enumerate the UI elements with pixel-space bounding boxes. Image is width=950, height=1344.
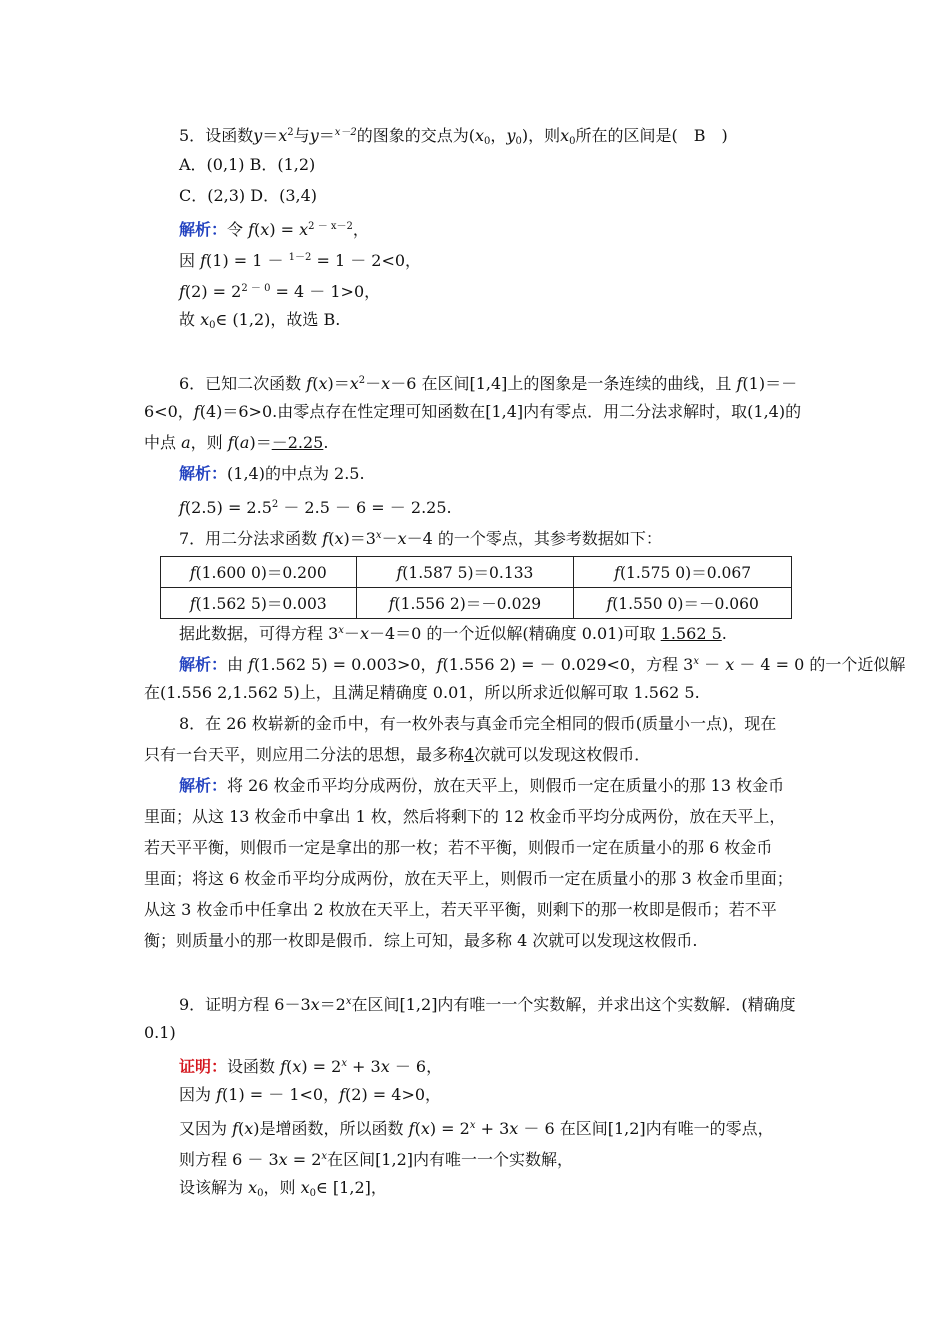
q9-proof-5: 设该解为 $x_0$，则 $x_0\in$ [1,2]， xyxy=(179,1178,387,1199)
q5-options-1: A．(0,1) B．(1,2) xyxy=(179,155,316,174)
q5-solution-2: 因 f(1) = 1 － $^{1-2}$ = 1 － 2<0， xyxy=(179,251,422,270)
q8-answer: 4 xyxy=(464,745,475,764)
q8-stem-2: 只有一台天平，则应用二分法的思想，最多称4次就可以发现这枚假币． xyxy=(144,745,651,764)
q9-proof-1: 证明：设函数 $f(x) = 2^x + 3x - 6$， xyxy=(179,1057,443,1076)
q7-answer: 1.562 5 xyxy=(660,624,722,643)
q7-solution-2: 在(1.556 2,1.562 5)上，且满足精确度 0.01，所以所求近似解可取 1.562 5. xyxy=(144,683,700,702)
q7-solution-1: 解析：由 f(1.562 5) = 0.003>0，f(1.556 2) = － 0.029<0，方程 $3^x - x - 4 = 0$ 的一个近似解 xyxy=(179,655,906,674)
table-cell: f(1.550 0)＝－0.060 xyxy=(574,588,792,619)
table-row xyxy=(161,588,792,619)
q5-solution-4: 故 $x_0\in$ (1,2)，故选 B. xyxy=(179,310,341,331)
q8-stem-1: 8．在 26 枚崭新的金币中，有一枚外表与真金币完全相同的假币(质量小一点)，现在 xyxy=(179,714,777,733)
analysis-label: 解析： xyxy=(179,220,228,239)
q5-options-2: C．(2,3) D．(3,4) xyxy=(179,186,318,205)
table-cell: f(1.562 5)＝0.003 xyxy=(161,588,357,619)
table-cell: f(1.587 5)＝0.133 xyxy=(356,557,574,588)
q6-stem-3: 中点 a，则 f(a)＝－2.25. xyxy=(144,433,329,452)
analysis-label: 解析： xyxy=(179,776,228,795)
q5-answer: B xyxy=(693,126,706,145)
q5-solution-1: 解析：令 $f(x) = x^{2 - x-2}$， xyxy=(179,220,369,239)
q9-stem-1: 9．证明方程 $6-3x=2^x$在区间[1,2]内有唯一一个实数解，并求出这个实数解．(精确度 xyxy=(179,995,796,1014)
q6-stem-1: 6．已知二次函数 $f(x)=x^2-x-6$ 在区间[1,4]上的图象是一条连续的曲线，且 f(1)＝－ xyxy=(179,374,798,393)
q6-solution-1: 解析：(1,4)的中点为 2.5. xyxy=(179,464,365,483)
q6-solution-2: $f(2.5) = 2.5^2 - 2.5 - 6$ = － 2.25. xyxy=(179,498,452,517)
q7-stem: 7．用二分法求函数 $f(x)=3^x-x-4$ 的一个零点，其参考数据如下： xyxy=(179,529,662,548)
q9-proof-2: 因为 f(1) = － 1<0，f(2) = 4>0， xyxy=(179,1085,442,1104)
q8-solution-line: 若天平平衡，则假币一定是拿出的那一枚；若不平衡，则假币一定在质量小的那 6 枚金币 xyxy=(144,838,773,857)
analysis-label: 解析： xyxy=(179,464,228,483)
q9-proof-4: 则方程 $6 - 3x = 2^x$在区间[1,2]内有唯一一个实数解， xyxy=(179,1150,573,1169)
q6-answer: －2.25 xyxy=(271,433,324,452)
q8-solution-line: 从这 3 枚金币中任拿出 2 枚放在天平上，若天平平衡，则剩下的那一枚即是假币；若不平 xyxy=(144,900,777,919)
q5-stem: 5．设函数$y=x^2$与y＝$^{x-2}$的图象的交点为($x_0$，$y_0$)，则$x_0$所在的区间是( B ) xyxy=(179,126,728,147)
q6-stem-2: 6<0，f(4)＝6>0.由零点存在性定理可知函数在[1,4]内有零点．用二分法求解时，取(1,4)的 xyxy=(144,402,802,421)
table-cell: f(1.600 0)＝0.200 xyxy=(161,557,357,588)
q8-solution-1: 解析：将 26 枚金币平均分成两份，放在天平上，则假币一定在质量小的那 13 枚金币 xyxy=(179,776,785,795)
reference-data-table xyxy=(160,556,792,619)
q7-conclusion: 据此数据，可得方程 $3^x-x-4=0$ 的一个近似解(精确度 0.01)可取 1.562 5. xyxy=(179,624,727,643)
q8-solution-line: 里面；从这 13 枚金币中拿出 1 枚，然后将剩下的 12 枚金币平均分成两份，放在天平上， xyxy=(144,807,786,826)
q5-solution-3: $f(2) = 2^{2 - 0} = 4 - 1>0$， xyxy=(179,282,381,301)
table-row xyxy=(161,557,792,588)
table-cell: f(1.575 0)＝0.067 xyxy=(574,557,792,588)
analysis-label: 解析： xyxy=(179,655,228,674)
q8-solution-line: 里面；将这 6 枚金币平均分成两份，放在天平上，则假币一定在质量小的那 3 枚金币里面； xyxy=(144,869,793,888)
q9-proof-3: 又因为 f(x)是增函数，所以函数 $f(x) = 2^x + 3x - 6$ 在区间[1,2]内有唯一的零点， xyxy=(179,1119,774,1138)
q8-solution-line: 衡；则质量小的那一枚即是假币．综上可知，最多称 4 次就可以发现这枚假币. xyxy=(144,931,698,950)
table-cell: f(1.556 2)＝－0.029 xyxy=(356,588,574,619)
proof-label: 证明： xyxy=(179,1057,228,1076)
q9-stem-2: 0.1) xyxy=(144,1023,176,1042)
